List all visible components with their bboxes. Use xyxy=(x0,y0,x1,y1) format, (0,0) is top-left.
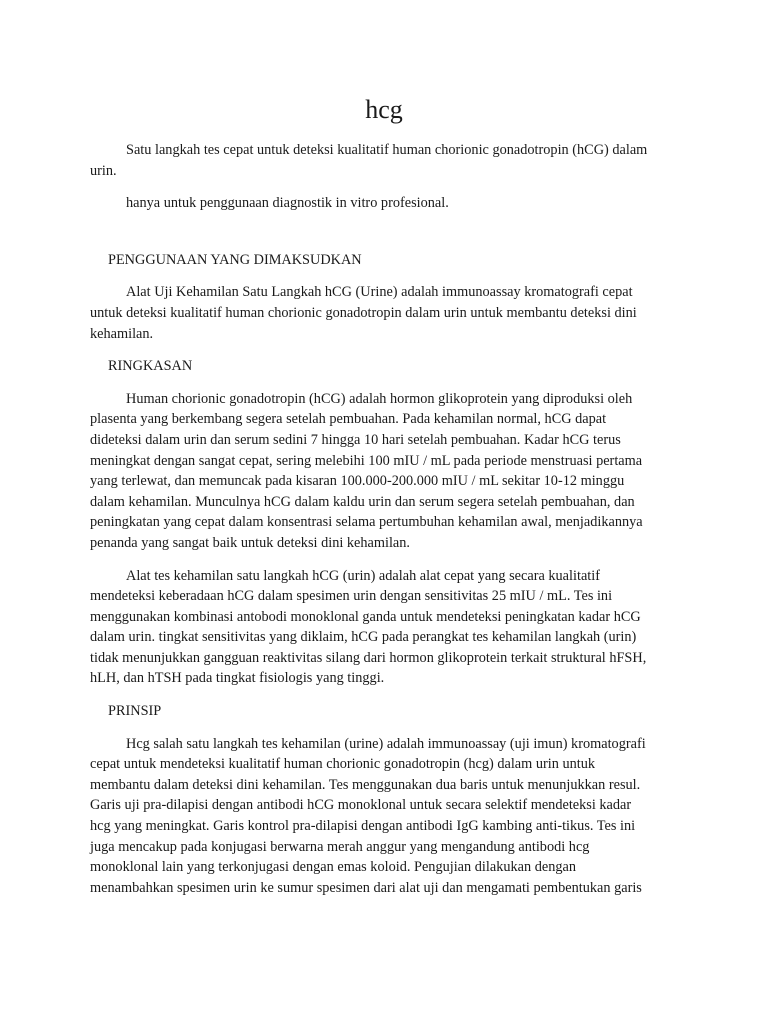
text-line: hLH, dan hTSH pada tingkat fisiologis yang tinggi. xyxy=(90,670,385,687)
text-line: untuk deteksi kualitatif human chorionic gonadotropin dalam urin untuk membantu deteksi dini xyxy=(90,304,637,321)
text-line: cepat untuk mendeteksi kualitatif human chorionic gonadotropin (hcg) dalam urin untuk xyxy=(90,756,596,773)
section-paragraph xyxy=(90,566,680,690)
text-line: hcg yang meningkat. Garis kontrol pra-dilapisi dengan antibodi IgG kambing anti-tikus. Tes ini xyxy=(90,818,636,835)
text-line: urin. xyxy=(90,162,117,179)
document-title: hcg xyxy=(365,95,403,124)
intro-paragraph xyxy=(90,193,680,214)
text-line: dideteksi dalam urin dan serum sedini 7 hingga 10 hari setelah pembuahan. Kadar hCG terus xyxy=(90,431,621,448)
text-line: Alat Uji Kehamilan Satu Langkah hCG (Urine) adalah immunoassay kromatografi cepat xyxy=(126,284,633,301)
text-line: Garis uji pra-dilapisi dengan antibodi hCG monoklonal untuk secara selektif mendeteksi kadar xyxy=(90,797,632,814)
text-line: meningkat dengan sangat cepat, sering melebihi 100 mIU / mL pada periode menstruasi pertama xyxy=(90,452,643,469)
section-heading: RINGKASAN xyxy=(108,358,193,375)
text-line: kehamilan. xyxy=(90,325,154,342)
text-line: monoklonal lain yang terkonjugasi dengan emas koloid. Pengujian dilakukan dengan xyxy=(90,859,576,876)
section-heading: PENGGUNAAN YANG DIMAKSUDKAN xyxy=(108,251,362,268)
text-line: Human chorionic gonadotropin (hCG) adalah hormon glikoprotein yang diproduksi oleh xyxy=(126,390,633,407)
text-line: plasenta yang berkembang segera setelah pembuahan. Pada kehamilan normal, hCG dapat xyxy=(90,411,607,428)
section-heading: PRINSIP xyxy=(108,703,162,720)
text-line: penanda yang sangat baik untuk deteksi dini kehamilan. xyxy=(90,534,411,551)
text-line: tidak menunjukkan gangguan reaktivitas silang dari hormon glikoprotein terkait struktural hFSH, xyxy=(90,649,647,666)
text-line: Satu langkah tes cepat untuk deteksi kualitatif human chorionic gonadotropin (hCG) dalam xyxy=(126,142,648,158)
text-line: menggunakan kombinasi antobodi monoklonal ganda untuk mendeteksi peningkatan kadar hCG xyxy=(90,608,641,625)
text-line: dalam urin. tingkat sensitivitas yang diklaim, hCG pada perangkat tes kehamilan langkah (urin) xyxy=(90,629,637,646)
section-paragraph xyxy=(90,282,680,344)
text-line: membantu dalam deteksi dini kehamilan. Tes menggunakan dua baris untuk menunjukkan resul. xyxy=(90,776,641,793)
section-gap xyxy=(90,226,680,250)
text-line: dalam kehamilan. Munculnya hCG dalam kaldu urin dan serum segera setelah pembuahan, dan xyxy=(90,493,635,510)
text-line: mendeteksi keberadaan hCG dalam spesimen urin dengan sensitivitas 25 mIU / mL. Tes ini xyxy=(90,588,613,605)
text-line: Hcg salah satu langkah tes kehamilan (urine) adalah immunoassay (uji imun) kromatografi xyxy=(126,735,646,752)
section-paragraph xyxy=(90,734,680,899)
text-line: menambahkan spesimen urin ke sumur spesimen dari alat uji dan mengamati pembentukan garis xyxy=(90,879,642,896)
text-line: peningkatan yang cepat dalam konsentrasi selama pertumbuhan kehamilan awal, menjadikannya xyxy=(90,514,643,531)
text-line: juga mencakup pada konjugasi berwarna merah anggur yang mengandung antibodi hcg xyxy=(90,838,590,855)
text-line: hanya untuk penggunaan diagnostik in vitro profesional. xyxy=(126,195,449,212)
intro-paragraph xyxy=(90,140,680,181)
document-body xyxy=(90,140,680,910)
text-line: yang terlewat, dan memuncak pada kisaran 100.000-200.000 mIU / mL sekitar 10-12 minggu xyxy=(90,473,625,490)
text-line: Alat tes kehamilan satu langkah hCG (urin) adalah alat cepat yang secara kualitatif xyxy=(126,567,600,584)
section-paragraph xyxy=(90,389,680,554)
